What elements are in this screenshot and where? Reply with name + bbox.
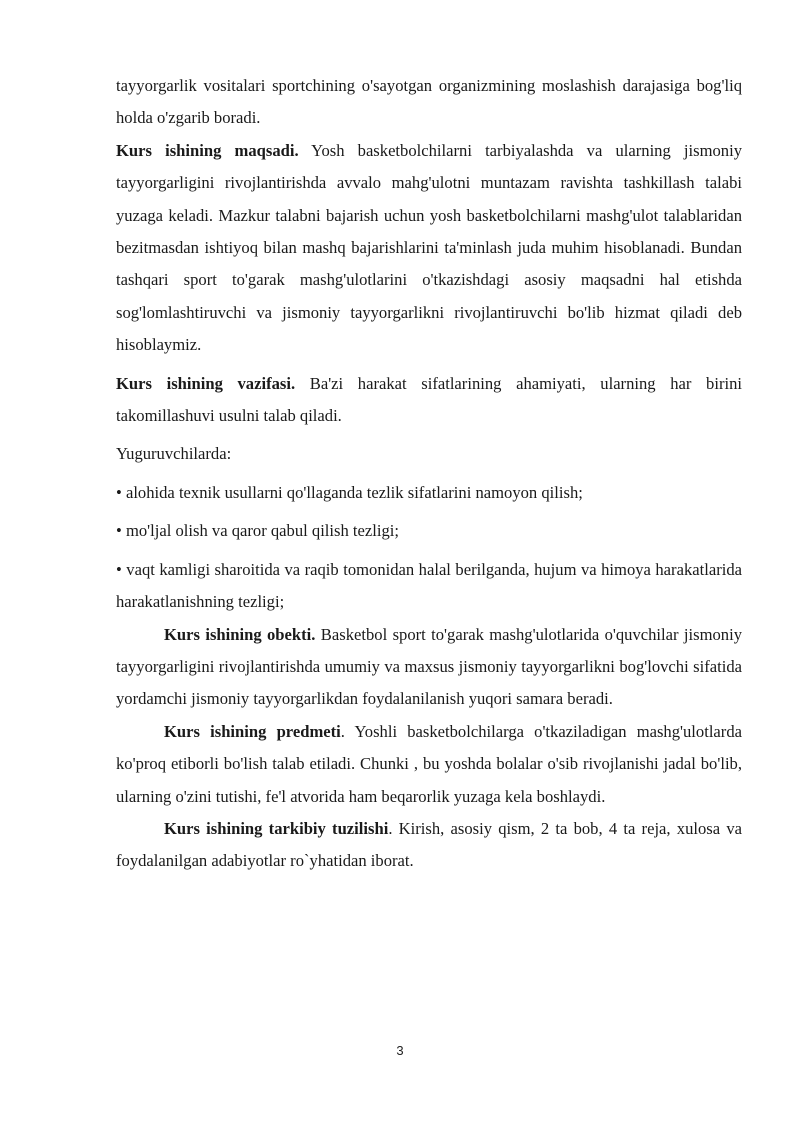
paragraph-object — [116, 619, 742, 716]
paragraph-structure — [116, 813, 742, 878]
document-page — [116, 70, 742, 878]
bullet-item-2 — [116, 515, 742, 547]
paragraph-goal — [116, 135, 742, 362]
paragraph-task-text: Ba'zi harakat sifatlarining ahamiyati, ularning har birini takomillashuvi usulni talab qiladi. — [116, 373, 742, 426]
paragraph-intro-text: tayyorgarlik vositalari sportchining o'sayotgan organizmining moslashish darajasiga bog'liq holda o'zgarib boradi. — [116, 76, 742, 128]
paragraph-structure-text: . Kirish, asosiy qism, 2 ta bob, 4 ta reja, xulosa va foydalanilgan adabiyotlar ro`yhatidan iborat. — [116, 818, 743, 871]
bullet-item-1-text: • alohida texnik usullarni qo'llaganda tezlik sifatlarini namoyon qilish; — [116, 482, 583, 502]
paragraph-subject-title: Kurs ishining predmeti — [164, 721, 341, 741]
bullet-item-1 — [116, 477, 742, 509]
paragraph-goal-title: Kurs ishining maqsadi. — [116, 140, 299, 160]
bullet-item-3-text: • vaqt kamligi sharoitida va raqib tomonidan halal berilganda, hujum va himoya harakatlarida harakatlanishning tezligi; — [116, 559, 742, 612]
paragraph-object-title: Kurs ishining obekti. — [164, 624, 316, 644]
paragraph-task — [116, 368, 742, 433]
paragraph-structure-title: Kurs ishining tarkibiy tuzilishi — [164, 818, 389, 838]
bullet-item-2-text: • mo'ljal olish va qaror qabul qilish tezligi; — [116, 521, 400, 541]
paragraph-intro — [116, 70, 742, 135]
paragraph-object-text: Basketbol sport to'garak mashg'ulotlarida o'quvchilar jismoniy tayyorgarligini rivojlantirishda umumiy va maxsus jismoniy tayyorgarlikni bog'lovchi sifatida yordamchi jismoniy tayyorgarlikdan foydalanilanish yuqori samara beradi. — [116, 624, 742, 709]
page-number: 3 — [396, 1043, 404, 1058]
paragraph-runners — [116, 438, 742, 470]
bullet-item-3 — [116, 554, 742, 619]
paragraph-runners-text: Yuguruvchilarda: — [116, 444, 232, 464]
paragraph-task-title: Kurs ishining vazifasi. — [116, 373, 296, 393]
paragraph-subject — [116, 716, 742, 813]
paragraph-goal-text: Yosh basketbolchilarni tarbiyalashda va ularning jismoniy tayyorgarligini rivojlantirishda avvalo mahg'ulotni muntazam ravishta tashkillash talabi yuzaga keladi. Mazkur talabni bajarish uchun yosh basketbolchilarni mashg'ulot talablaridan bezitmasdan ishtiyoq bilan mashq bajarishlarini ta'minlash juda muhim hisoblanadi. Bundan tashqari sport to'garak mashg'ulotlarini o'tkazishdagi asosiy maqsadni hal etishda sog'lomlashtiruvchi va jismoniy tayyorgarlikni rivojlantiruvchi bo'lib hizmat qiladi deb hisoblaymiz. — [116, 140, 742, 355]
paragraph-subject-text: . Yoshli basketbolchilarga o'tkaziladigan mashg'ulotlarda ko'proq etiborli bo'lish talab etiladi. Chunki , bu yoshda bolalar o'sib rivojlanishi jadal bo'lib, ularning o'zini tutishi, fe'l atvorida ham beqarorlik yuzaga kela boshlaydi. — [116, 721, 742, 806]
